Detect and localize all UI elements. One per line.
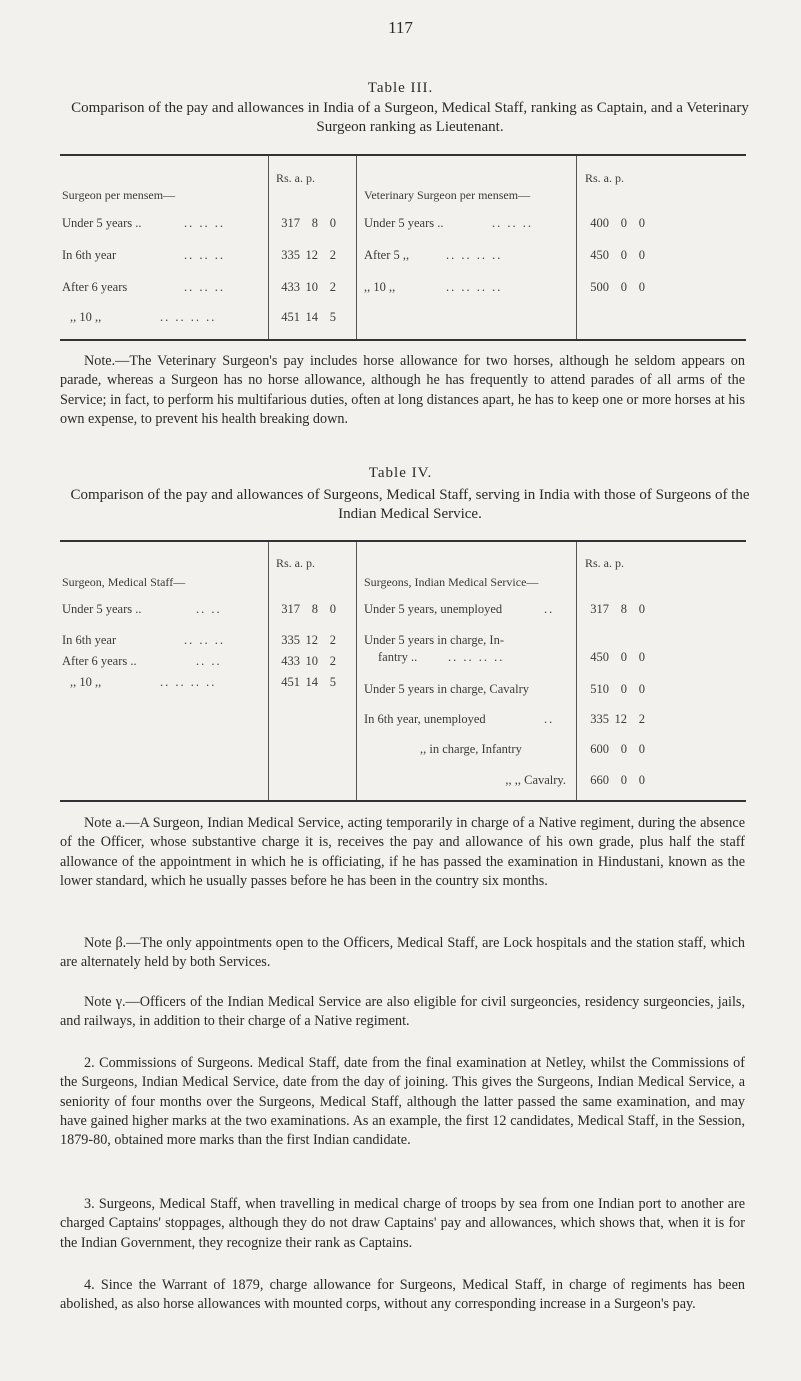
row-label: In 6th year, unemployed bbox=[364, 712, 486, 726]
table4-title: Table IV. bbox=[368, 465, 433, 481]
p-value: 0 bbox=[638, 280, 645, 294]
table4-divider bbox=[268, 542, 269, 800]
row-label: ,, 10 ,, bbox=[70, 310, 102, 324]
rs-value: 335 bbox=[590, 712, 609, 726]
a-value: 10 bbox=[305, 654, 318, 668]
a-value: 12 bbox=[305, 633, 318, 647]
row-label: In 6th year bbox=[62, 248, 117, 262]
row-label: Under 5 years, unemployed bbox=[364, 602, 503, 616]
rs-value: 451 bbox=[281, 675, 300, 689]
rs-value: 500 bbox=[590, 280, 609, 294]
table3-left-header: Surgeon per mensem— bbox=[62, 188, 176, 202]
table3-right-header: Veterinary Surgeon per mensem— bbox=[364, 188, 531, 202]
row-label: ,, 10 ,, bbox=[364, 280, 396, 294]
a-value: 14 bbox=[305, 310, 318, 324]
p-value: 5 bbox=[329, 675, 336, 689]
row-label: ,, ,, Cavalry. bbox=[505, 773, 566, 787]
paragraph-2: 2. Commissions of Surgeons. Medical Staff, date from the final examination at Netley, whilst the Commissions of the Surgeons, Indian Medical Service, date from the day of joining. This gives the Surgeons, Indian Medical Service, a seniority of four months over the Surgeons, Medical Staff, although the latter passed the same examination, and may have gained higher marks at the two examinations. As an example, the first 12 candidates, Medical Staff, in the Session, 1879-80, obtained more marks than the first Indian candidate. bbox=[60, 1055, 745, 1149]
row-label: After 6 years bbox=[62, 280, 128, 294]
leader-dots: .. .. .. bbox=[184, 248, 225, 262]
rs-value: 433 bbox=[281, 280, 300, 294]
note-gamma: Note γ.—Officers of the Indian Medical Service are also eligible for civil surgeoncies, residency surgeoncies, jails, and railways, in addition to their charge of a Native regiment. bbox=[60, 994, 745, 1030]
p-value: 2 bbox=[329, 633, 336, 647]
paragraph-3: 3. Surgeons, Medical Staff, when travelling in medical charge of troops by sea from one Indian port to another are charged Captains' stoppages, although they do not draw Captains' pay and allowances, which shows that, when it is for the Indian Government, they recognize their rank as Captains. bbox=[60, 1196, 745, 1251]
leader-dots: .. .. .. .. bbox=[446, 280, 503, 294]
table4-divider bbox=[576, 542, 577, 800]
leader-dots: .. .. .. .. bbox=[448, 650, 505, 664]
a-value: 12 bbox=[614, 712, 627, 726]
leader-dots: .. bbox=[544, 712, 555, 726]
row-label: In 6th year bbox=[62, 633, 117, 647]
paragraph-4: 4. Since the Warrant of 1879, charge allowance for Surgeons, Medical Staff, in charge of regiments has been abolished, as also horse allowances with mounted corps, without any corresponding increase in a Surgeon's pay. bbox=[60, 1277, 745, 1313]
table3-subtitle: Comparison of the pay and allowances in India of a Surgeon, Medical Staff, ranking as Captain, and a Veterinary Surgeon ranking as Lieutenant. bbox=[71, 100, 749, 135]
rs-value: 450 bbox=[590, 650, 609, 664]
rs-value: 335 bbox=[281, 633, 300, 647]
row-label-continued: fantry .. bbox=[378, 650, 418, 664]
leader-dots: .. .. .. .. bbox=[160, 675, 217, 689]
a-value: 0 bbox=[620, 682, 627, 696]
rs-value: 317 bbox=[590, 602, 609, 616]
table4-right-header: Surgeons, Indian Medical Service— bbox=[364, 575, 539, 589]
rs-value: 600 bbox=[590, 742, 609, 756]
a-value: 12 bbox=[305, 248, 318, 262]
a-value: 0 bbox=[620, 216, 627, 230]
table4-bottom-rule bbox=[60, 800, 746, 802]
rs-value: 451 bbox=[281, 310, 300, 324]
rs-value: 450 bbox=[590, 248, 609, 262]
table3-bottom-rule bbox=[60, 339, 746, 341]
table4-top-rule bbox=[60, 540, 746, 542]
table3-title: Table III. bbox=[367, 80, 434, 96]
table3-currency-header: Rs. a. p. bbox=[276, 171, 315, 185]
rs-value: 660 bbox=[590, 773, 609, 787]
table4-divider bbox=[356, 542, 357, 800]
p-value: 0 bbox=[329, 216, 336, 230]
p-value: 0 bbox=[329, 602, 336, 616]
a-value: 0 bbox=[620, 742, 627, 756]
row-label: ,, 10 ,, bbox=[70, 675, 102, 689]
table3-divider bbox=[576, 156, 577, 339]
p-value: 2 bbox=[329, 654, 336, 668]
leader-dots: .. bbox=[544, 602, 555, 616]
p-value: 2 bbox=[329, 248, 336, 262]
a-value: 8 bbox=[311, 216, 318, 230]
a-value: 0 bbox=[620, 248, 627, 262]
row-label: Under 5 years .. bbox=[364, 216, 444, 230]
p-value: 0 bbox=[638, 773, 645, 787]
a-value: 8 bbox=[620, 602, 627, 616]
p-value: 0 bbox=[638, 216, 645, 230]
page-number: 117 bbox=[388, 18, 413, 37]
a-value: 8 bbox=[311, 602, 318, 616]
p-value: 0 bbox=[638, 682, 645, 696]
a-value: 0 bbox=[620, 280, 627, 294]
row-label: Under 5 years in charge, In- bbox=[364, 633, 504, 647]
row-label: Under 5 years .. bbox=[62, 602, 142, 616]
row-label: After 5 ,, bbox=[364, 248, 410, 262]
table3-currency-header: Rs. a. p. bbox=[585, 171, 624, 185]
table4-left-header: Surgeon, Medical Staff— bbox=[62, 575, 186, 589]
p-value: 2 bbox=[638, 712, 645, 726]
leader-dots: .. .. .. bbox=[184, 280, 225, 294]
leader-dots: .. .. .. bbox=[184, 216, 225, 230]
table4-currency-header: Rs. a. p. bbox=[585, 556, 624, 570]
rs-value: 400 bbox=[590, 216, 609, 230]
leader-dots: .. .. .. .. bbox=[446, 248, 503, 262]
rs-value: 335 bbox=[281, 248, 300, 262]
rs-value: 433 bbox=[281, 654, 300, 668]
note-beta: Note β.—The only appointments open to the Officers, Medical Staff, are Lock hospitals and the station staff, which are alternately held by both Services. bbox=[60, 935, 745, 971]
table3-divider bbox=[268, 156, 269, 339]
rs-value: 317 bbox=[281, 216, 300, 230]
p-value: 0 bbox=[638, 248, 645, 262]
a-value: 14 bbox=[305, 675, 318, 689]
table3-note: Note.—The Veterinary Surgeon's pay includes horse allowance for two horses, although he seldom appears on parade, whereas a Surgeon has no horse allowance, although he has frequently to attend parades of all arms of the Service; in fact, to perform his multifarious duties, often at long distances apart, he has to keep one or more horses at his own expense, to prevent his health breaking down. bbox=[60, 353, 745, 427]
a-value: 0 bbox=[620, 650, 627, 664]
a-value: 10 bbox=[305, 280, 318, 294]
p-value: 0 bbox=[638, 742, 645, 756]
rs-value: 317 bbox=[281, 602, 300, 616]
p-value: 2 bbox=[329, 280, 336, 294]
table3-divider bbox=[356, 156, 357, 339]
leader-dots: .. .. .. .. bbox=[160, 310, 217, 324]
table4-currency-header: Rs. a. p. bbox=[276, 556, 315, 570]
row-label: Under 5 years in charge, Cavalry bbox=[364, 682, 529, 696]
a-value: 0 bbox=[620, 773, 627, 787]
row-label: Under 5 years .. bbox=[62, 216, 142, 230]
row-label: After 6 years .. bbox=[62, 654, 137, 668]
p-value: 0 bbox=[638, 650, 645, 664]
note-alpha: Note a.—A Surgeon, Indian Medical Service, acting temporarily in charge of a Native regiment, during the absence of the Officer, whose substantive charge it is, receives the pay and allowance of his own grade, plus half the staff allowance of the appointment in which he is officiating, if he has passed the examination in Hindustani, known as the lower standard, which he usually passes before he has been in the country six months. bbox=[60, 815, 745, 889]
leader-dots: .. .. bbox=[196, 654, 222, 668]
row-label: ,, in charge, Infantry bbox=[420, 742, 522, 756]
table4-subtitle: Comparison of the pay and allowances of Surgeons, Medical Staff, serving in India with those of Surgeons of the Indian Medical Service. bbox=[70, 487, 750, 522]
table3-top-rule bbox=[60, 154, 746, 156]
p-value: 5 bbox=[329, 310, 336, 324]
p-value: 0 bbox=[638, 602, 645, 616]
rs-value: 510 bbox=[590, 682, 609, 696]
leader-dots: .. .. .. bbox=[184, 633, 225, 647]
leader-dots: .. .. .. bbox=[492, 216, 533, 230]
leader-dots: .. .. bbox=[196, 602, 222, 616]
